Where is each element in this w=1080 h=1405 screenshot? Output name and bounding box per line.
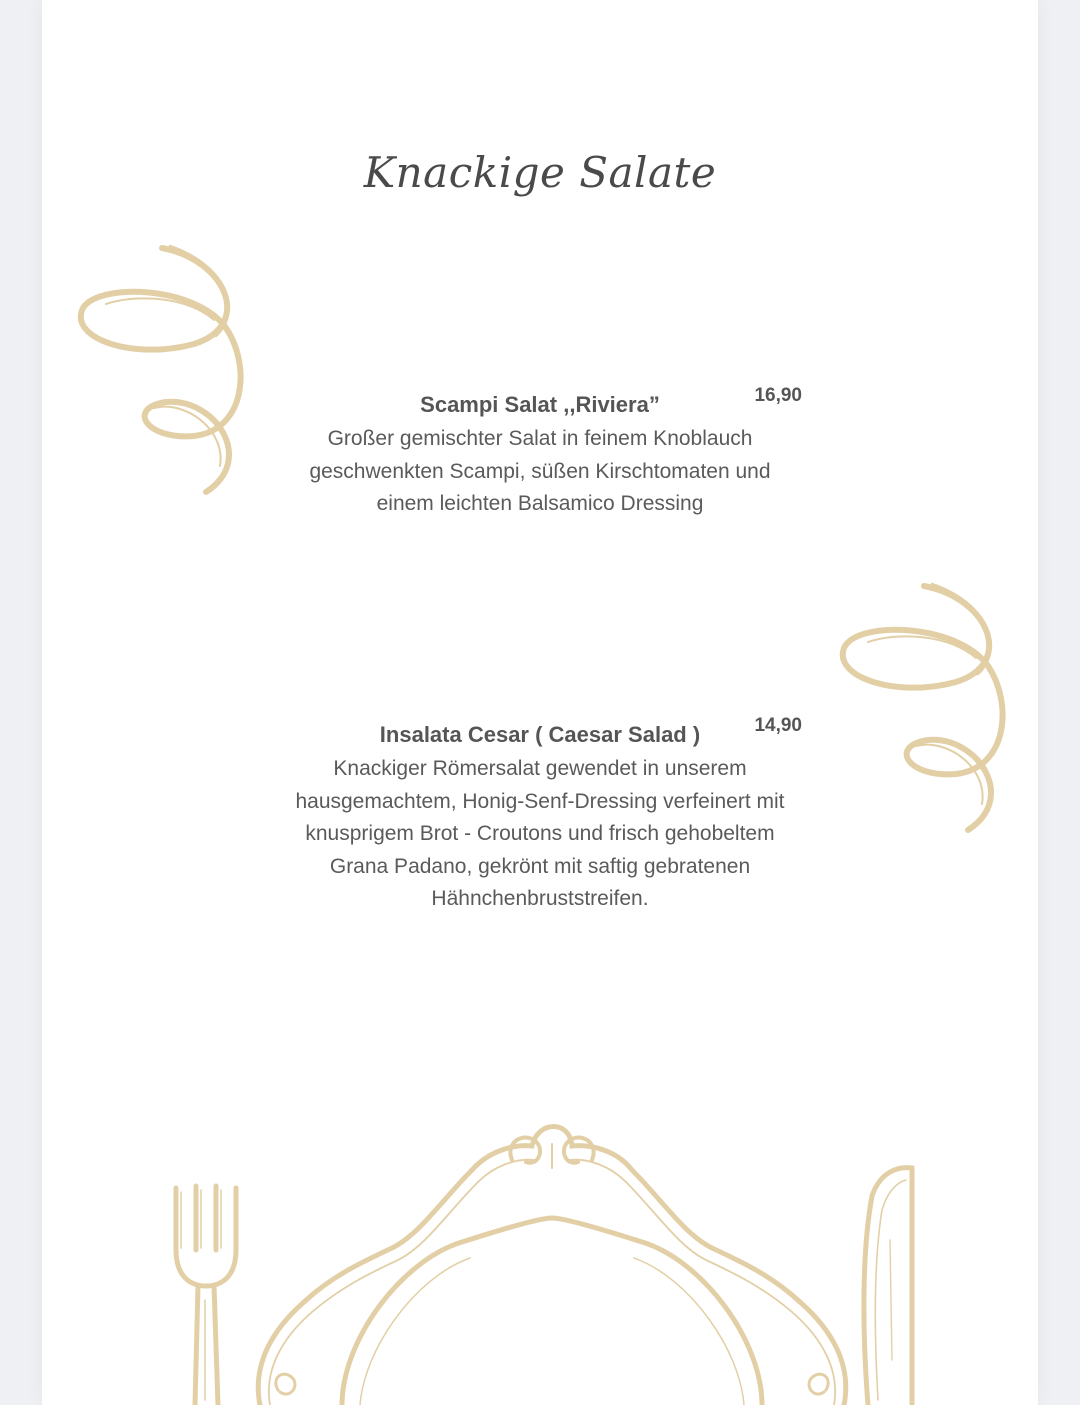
menu-item-header [280, 385, 802, 423]
menu-item-price: 16,90 [754, 385, 802, 406]
menu-item-name: Scampi Salat ,,Riviera” [420, 392, 660, 417]
menu-item-price: 14,90 [754, 715, 802, 736]
menu-page [42, 0, 1038, 1405]
menu-item-name: Insalata Cesar ( Caesar Salad ) [379, 722, 701, 747]
knife-icon [864, 1168, 912, 1405]
menu-item-description: Knackiger Römersalat gewendet in unserem hausgemachtem, Honig-Senf-Dressing verfeinert mit knusprigem Brot - Croutons und frisch gehobeltem Grana Padano, gekrönt mit saftig gebratenen Hähnchenbruststreifen. [295, 757, 785, 911]
menu-item [280, 715, 802, 916]
fork-icon [176, 1186, 236, 1405]
swirl-decoration-icon [838, 578, 1008, 838]
plate-icon [258, 1127, 846, 1405]
menu-item-description: Großer gemischter Salat in feinem Knoblauch geschwenkten Scampi, süßen Kirschtomaten und einem leichten Balsamico Dressing [309, 427, 771, 516]
swirl-decoration-icon [76, 240, 246, 500]
tableware-illustration [42, 1100, 1038, 1405]
menu-item [280, 385, 802, 521]
section-title: Knackige Salate [363, 148, 717, 197]
menu-item-header [280, 715, 802, 753]
